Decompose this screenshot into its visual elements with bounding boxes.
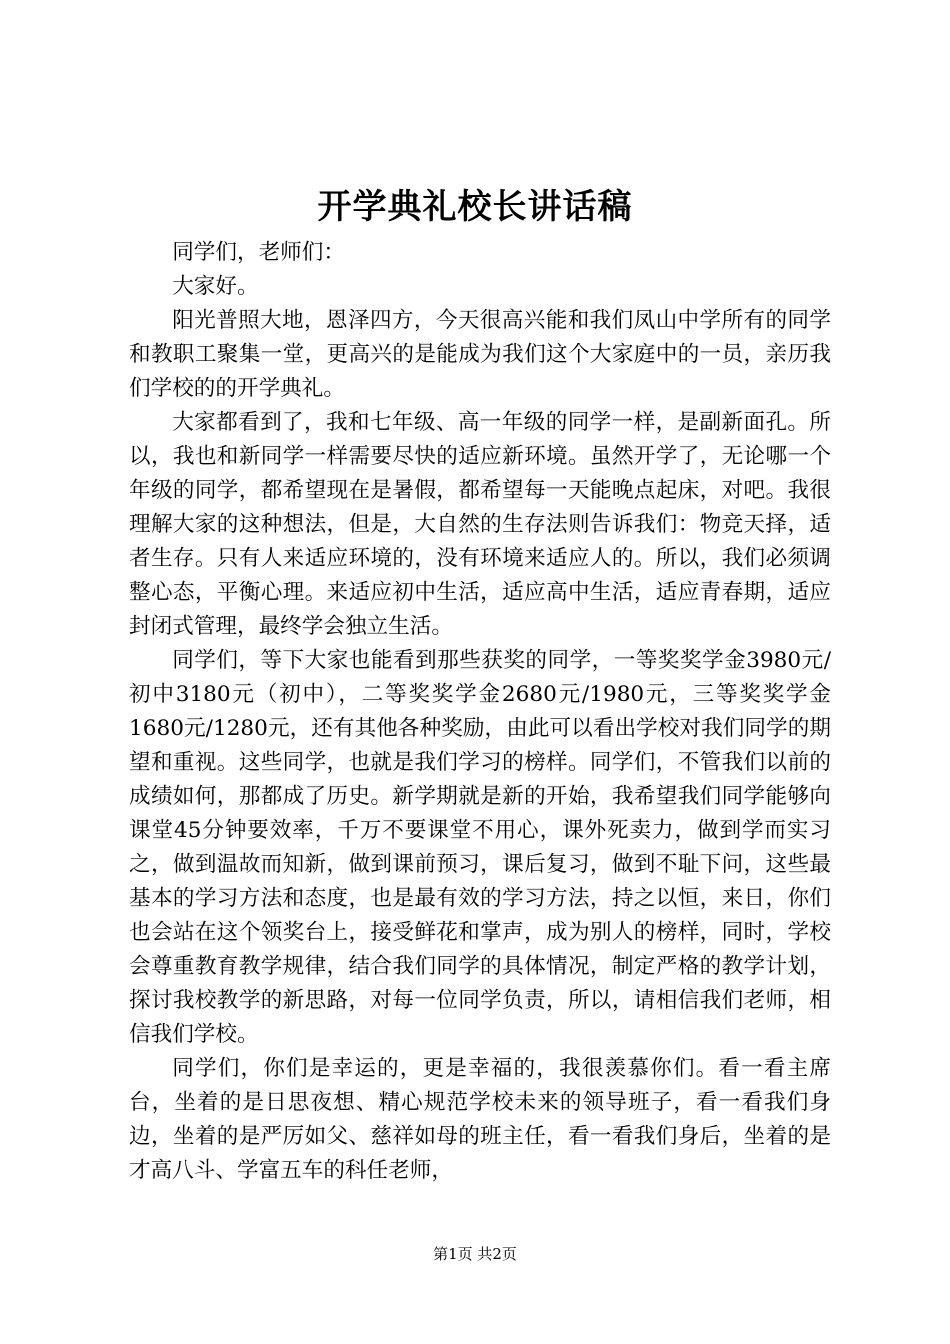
page-indicator: 第1页 共2页 (433, 1245, 517, 1263)
greeting-paragraph: 大家好。 (172, 274, 259, 299)
body-paragraph: 阳光普照大地，恩泽四方，今天很高兴能和我们凤山中学所有的同学和教职工聚集一堂，更高兴的是能成为我们这个大家庭中的一员，亲历我们学校的的开学典礼。 (129, 308, 831, 401)
body-paragraph: 同学们，等下大家也能看到那些获奖的同学，一等奖奖学金3980元/初中3180元（初中），二等奖奖学金2680元/1980元，三等奖奖学金1680元/1280元，还有其他各种奖励，由此可以看出学校对我们同学的期望和重视。这些同学，也就是我们学习的榜样。同学们，不管我们以前的成绩如何，那都成了历史。新学期就是新的开始，我希望我们同学能够向课堂45分钟要效率，千万不要课堂不用心，课外死卖力，做到学而实习之，做到温故而知新，做到课前预习，课后复习，做到不耻下问，这些最基本的学习方法和态度，也是最有效的学习方法，持之以恒，来日，你们也会站在这个领奖台上，接受鲜花和掌声，成为别人的榜样，同时，学校会尊重教育教学规律，结合我们同学的具体情况，制定严格的教学计划，探讨我校教学的新思路，对每一位同学负责，所以，请相信我们老师，相信我们学校。 (129, 648, 831, 1047)
document-body (129, 236, 831, 1188)
salutation-paragraph: 同学们，老师们： (172, 240, 345, 265)
body-paragraph: 同学们，你们是幸运的，更是幸福的，我很羡慕你们。看一看主席台，坐着的是日思夜想、精心规范学校未来的领导班子，看一看我们身边，坐着的是严厉如父、慈祥如母的班主任，看一看我们身后，坐着的是才高八斗、学富五车的科任老师， (129, 1056, 831, 1183)
document-title: 开学典礼校长讲话稿 (317, 187, 633, 227)
body-paragraph: 大家都看到了，我和七年级、高一年级的同学一样，是副新面孔。所以，我也和新同学一样需要尽快的适应新环境。虽然开学了，无论哪一个年级的同学，都希望现在是暑假，都希望每一天能晚点起床，对吧。我很理解大家的这种想法，但是，大自然的生存法则告诉我们：物竞天择，适者生存。只有人来适应环境的，没有环境来适应人的。所以，我们必须调整心态，平衡心理。来适应初中生活，适应高中生活，适应青春期，适应封闭式管理，最终学会独立生活。 (129, 410, 831, 639)
